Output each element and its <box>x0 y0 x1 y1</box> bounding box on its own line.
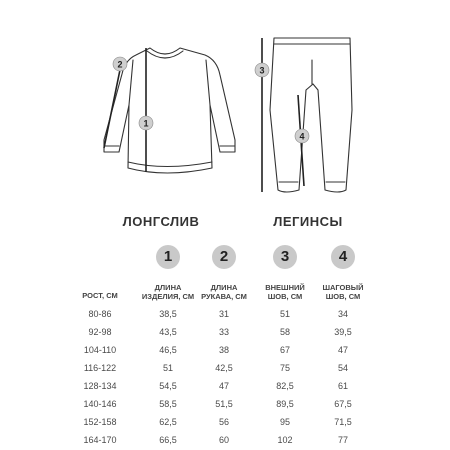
marker-2 <box>113 57 127 71</box>
cell-height: 116-122 <box>83 363 117 373</box>
column-badge-1: 1 <box>156 245 180 269</box>
cell-height: 152-158 <box>83 417 117 427</box>
header-inseam <box>308 283 378 301</box>
header-sleeve-length-line1: ДЛИНА <box>210 283 238 292</box>
header-outer-seam-line2: ШОВ, СМ <box>267 292 303 301</box>
marker-3 <box>255 63 269 77</box>
cell-outer-seam: 82,5 <box>276 381 294 391</box>
header-sleeve-length-line2: РУКАВА, СМ <box>201 292 247 301</box>
cell-outer-seam: 75 <box>279 363 290 373</box>
cell-height: 140-146 <box>83 399 117 409</box>
table-row <box>0 397 450 411</box>
cell-product-length: 46,5 <box>159 345 177 355</box>
cell-outer-seam: 51 <box>279 309 290 319</box>
cell-inseam: 77 <box>337 435 348 445</box>
cell-height: 92-98 <box>88 327 112 337</box>
cell-product-length: 38,5 <box>159 309 177 319</box>
cell-product-length: 54,5 <box>159 381 177 391</box>
cell-sleeve-length: 42,5 <box>215 363 233 373</box>
header-outer-seam-line1: ВНЕШНИЙ <box>265 283 305 292</box>
cell-inseam: 54 <box>337 363 348 373</box>
table-row <box>0 361 450 375</box>
leggings-title: ЛЕГИНСЫ <box>273 214 343 229</box>
cell-inseam: 61 <box>337 381 348 391</box>
cell-product-length: 43,5 <box>159 327 177 337</box>
cell-outer-seam: 58 <box>279 327 290 337</box>
cell-sleeve-length: 60 <box>218 435 229 445</box>
table-row <box>0 307 450 321</box>
leggings-outline <box>270 38 352 192</box>
column-badge-2: 2 <box>212 245 236 269</box>
table-row <box>0 343 450 357</box>
table-row <box>0 415 450 429</box>
marker-1 <box>139 116 153 130</box>
cell-product-length: 58,5 <box>159 399 177 409</box>
cell-outer-seam: 95 <box>279 417 290 427</box>
longsleeve-title: ЛОНГСЛИВ <box>122 214 200 229</box>
header-inseam-line2: ШОВ, СМ <box>325 292 361 301</box>
cell-inseam: 47 <box>337 345 348 355</box>
cell-height: 164-170 <box>83 435 117 445</box>
cell-product-length: 62,5 <box>159 417 177 427</box>
header-product-length-line2: ИЗДЕЛИЯ, СМ <box>141 292 195 301</box>
marker-4 <box>295 129 309 143</box>
cell-inseam: 39,5 <box>334 327 352 337</box>
marker-4-label: 4 <box>299 131 305 142</box>
marker-2-label: 2 <box>117 59 123 70</box>
header-inseam-line1: ШАГОВЫЙ <box>322 283 364 292</box>
cell-product-length: 51 <box>162 363 173 373</box>
cell-sleeve-length: 31 <box>218 309 229 319</box>
column-badge-4: 4 <box>331 245 355 269</box>
header-sleeve-length <box>189 283 259 301</box>
marker-1-label: 1 <box>143 118 149 129</box>
cell-outer-seam: 102 <box>277 435 293 445</box>
marker-3-label: 3 <box>259 65 265 76</box>
header-height: РОСТ, СМ <box>82 291 118 300</box>
cell-outer-seam: 67 <box>279 345 290 355</box>
cell-inseam: 34 <box>337 309 348 319</box>
cell-height: 128-134 <box>83 381 117 391</box>
cell-inseam: 71,5 <box>334 417 352 427</box>
cell-sleeve-length: 56 <box>218 417 229 427</box>
cell-sleeve-length: 47 <box>218 381 229 391</box>
column-badge-3: 3 <box>273 245 297 269</box>
table-row <box>0 379 450 393</box>
cell-sleeve-length: 33 <box>218 327 229 337</box>
header-product-length-line1: ДЛИНА <box>154 283 182 292</box>
measure-line-2 <box>104 60 122 148</box>
table-row <box>0 433 450 447</box>
cell-inseam: 67,5 <box>334 399 352 409</box>
cell-height: 80-86 <box>88 309 112 319</box>
cell-sleeve-length: 51,5 <box>215 399 233 409</box>
cell-outer-seam: 89,5 <box>276 399 294 409</box>
table-row <box>0 325 450 339</box>
cell-height: 104-110 <box>83 345 117 355</box>
cell-sleeve-length: 38 <box>218 345 229 355</box>
garment-diagram <box>0 0 450 210</box>
cell-product-length: 66,5 <box>159 435 177 445</box>
